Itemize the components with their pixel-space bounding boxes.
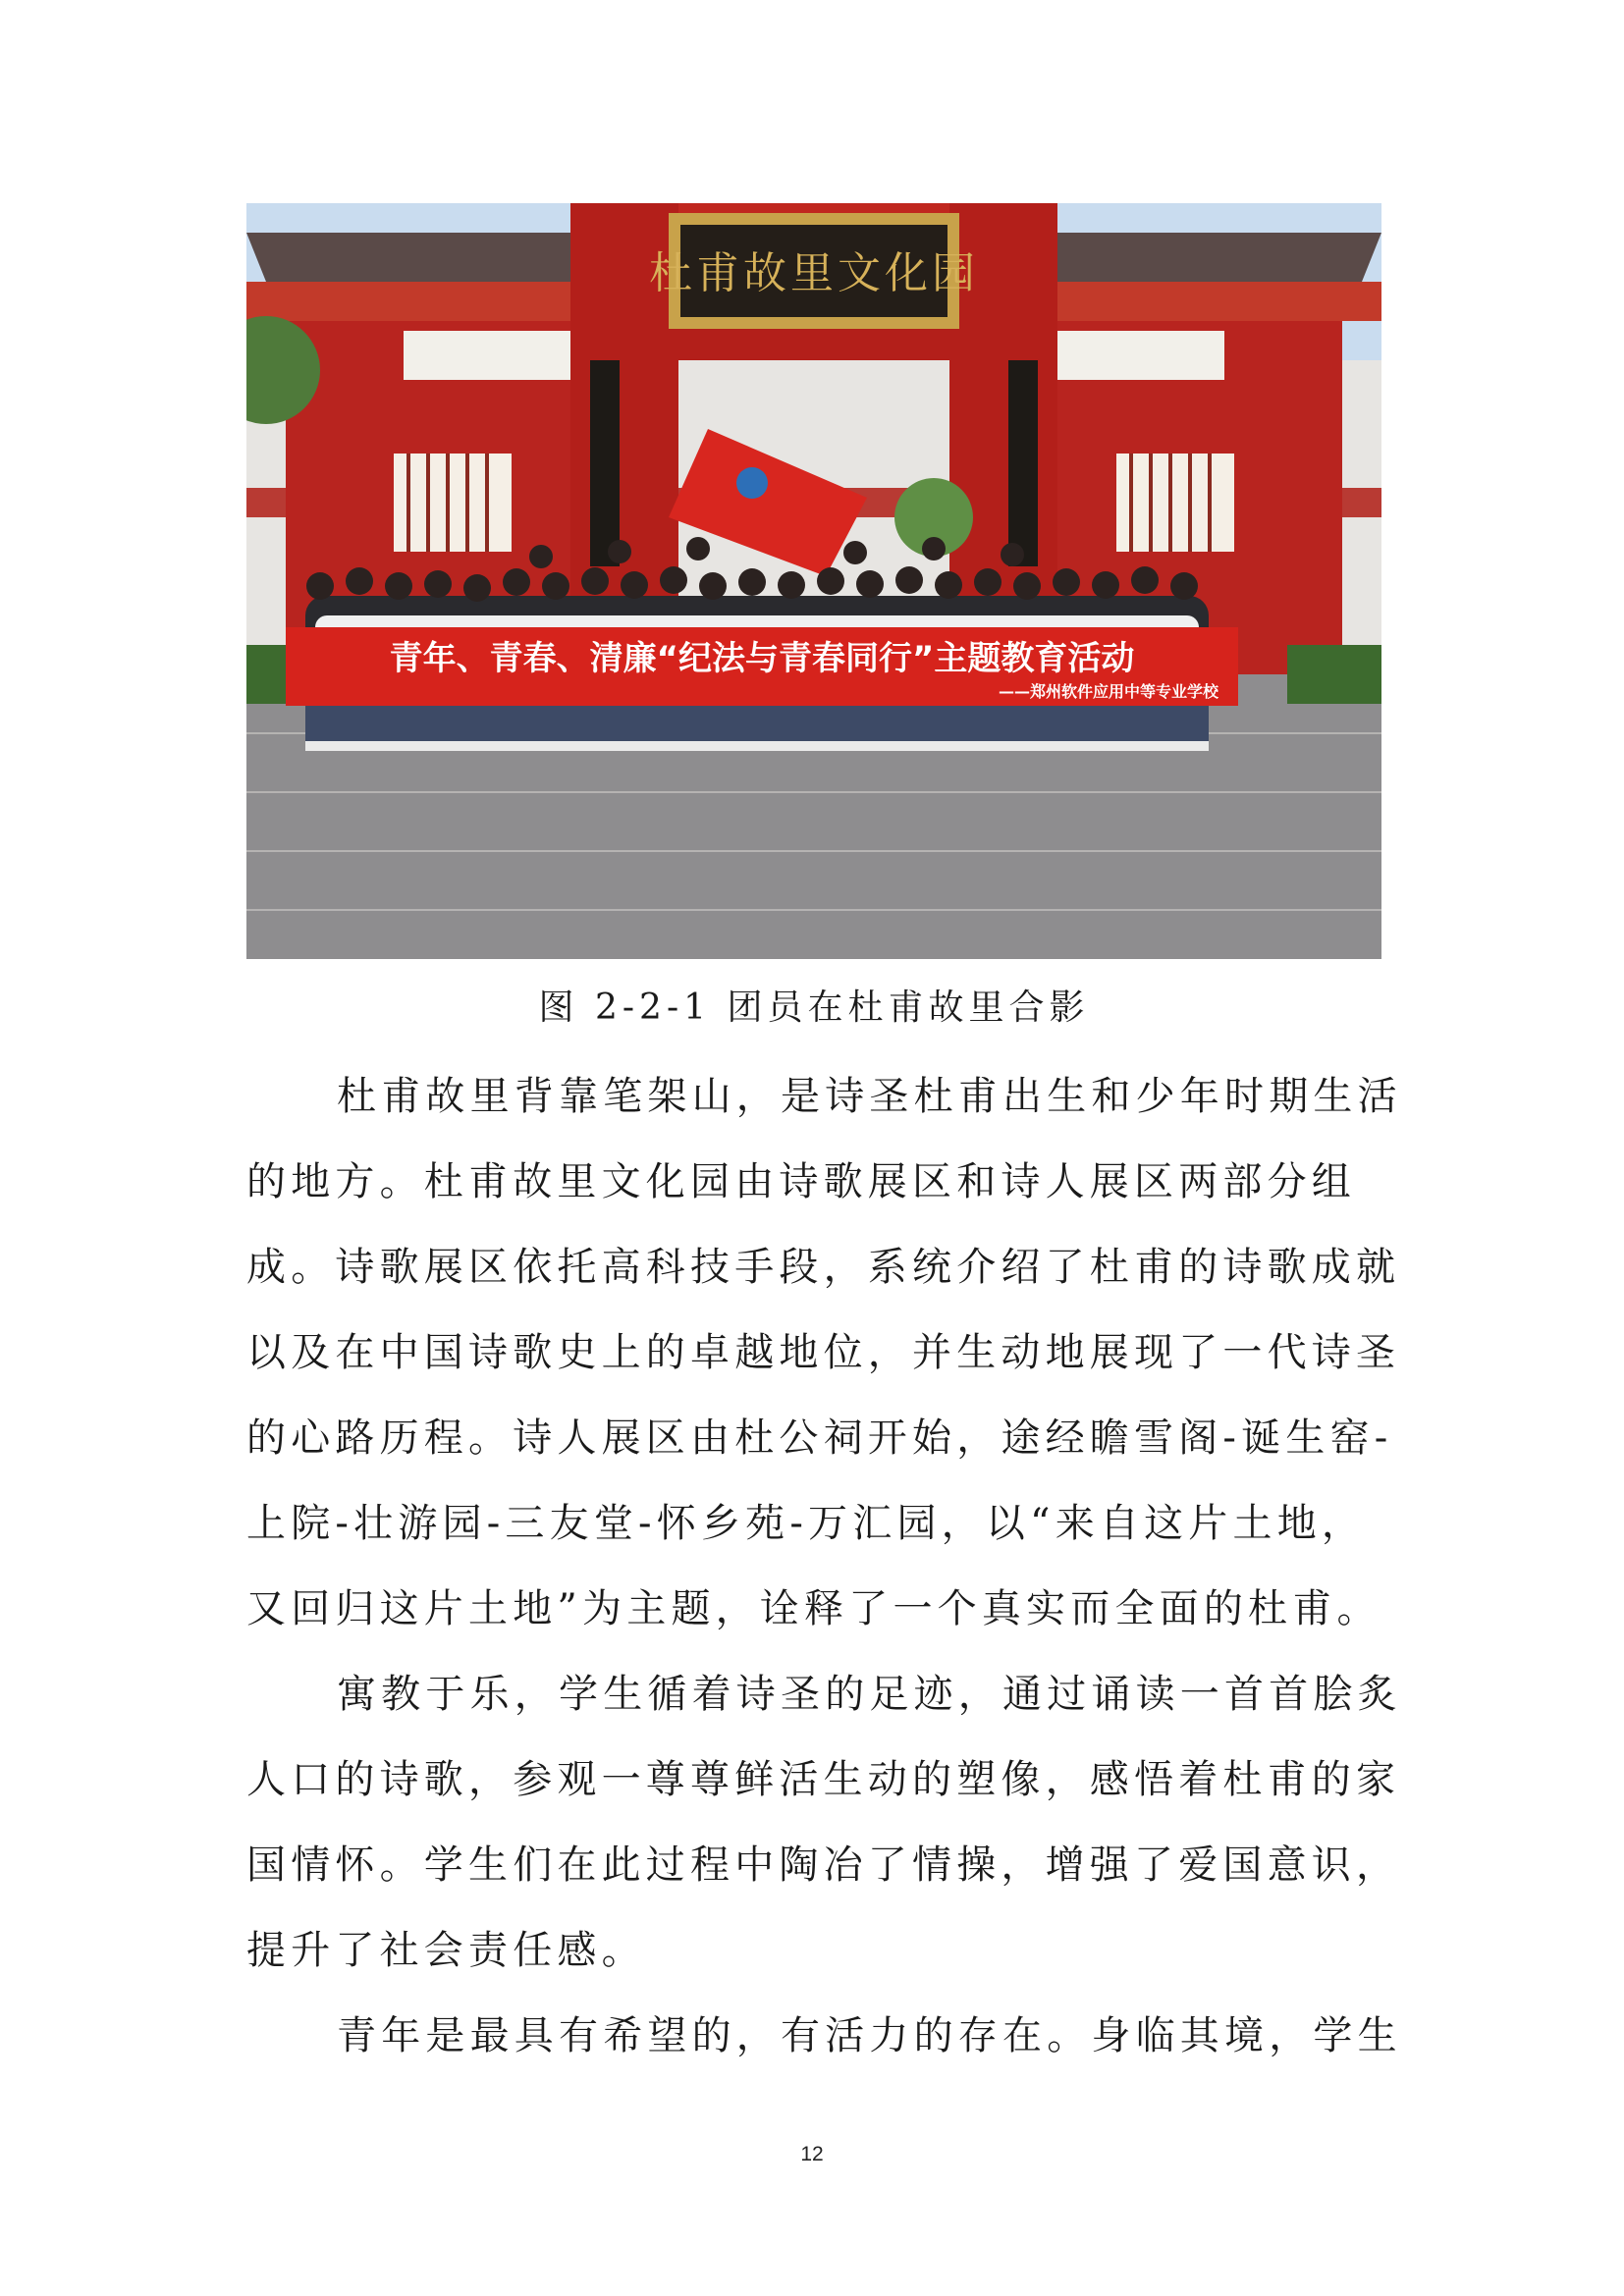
paragraph-line: 的地方。杜甫故里文化园由诗歌展区和诗人展区两部分组 — [246, 1159, 1356, 1204]
figure-caption: 图 2-2-1 团员在杜甫故里合影 — [538, 988, 1090, 1028]
group-photo — [246, 203, 1381, 959]
paragraph-line: 又回归这片土地”为主题，诠释了一个真实而全面的杜甫。 — [246, 1586, 1381, 1631]
banner-sub-text: ——郑州软件应用中等专业学校 — [998, 682, 1218, 701]
paragraph-line: 提升了社会责任感。 — [246, 1928, 646, 1973]
paragraph-line: 成。诗歌展区依托高科技手段，系统介绍了杜甫的诗歌成就 — [246, 1245, 1401, 1290]
paragraph-line: 以及在中国诗歌史上的卓越地位，并生动地展现了一代诗圣 — [246, 1330, 1401, 1375]
paragraph-line: 人口的诗歌，参观一尊尊鲜活生动的塑像，感悟着杜甫的家 — [246, 1757, 1401, 1802]
group-photo-illustration — [246, 203, 1381, 959]
gate-plaque-text: 杜甫故里文化园 — [649, 248, 979, 298]
paragraph-line: 杜甫故里背靠笔架山，是诗圣杜甫出生和少年时期生活 — [337, 1074, 1402, 1119]
paragraph-line: 的心路历程。诗人展区由杜公祠开始，途经瞻雪阁-诞生窑- — [246, 1415, 1393, 1461]
banner-main-text: 青年、青春、清廉“纪法与青春同行”主题教育活动 — [389, 639, 1135, 678]
paragraph-line: 国情怀。学生们在此过程中陶冶了情操，增强了爱国意识， — [246, 1842, 1401, 1888]
paragraph-3 — [246, 1994, 1402, 2079]
page-number: 12 — [800, 2143, 824, 2165]
paragraph-line: 寓教于乐，学生循着诗圣的足迹，通过诵读一首首脍炙 — [337, 1672, 1402, 1717]
paragraph-line: 青年是最具有希望的，有活力的存在。身临其境，学生 — [337, 2013, 1402, 2058]
paragraph-2 — [246, 1652, 1402, 1994]
paragraph-line: 上院-壮游园-三友堂-怀乡苑-万汇园，以“来自这片土地， — [246, 1501, 1367, 1546]
paragraph-1 — [246, 1054, 1402, 1652]
